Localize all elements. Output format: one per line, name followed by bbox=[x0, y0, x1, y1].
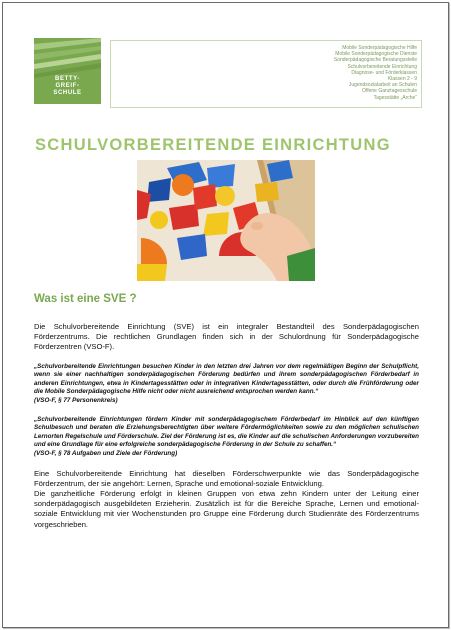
page-title: SCHULVORBEREITENDE EINRICHTUNG bbox=[35, 136, 391, 154]
service-item: Mobile Sonderpädagogische Hilfe bbox=[342, 45, 417, 51]
document-body bbox=[34, 322, 419, 540]
services-list bbox=[334, 45, 417, 101]
logo-text-line1: BETTY- bbox=[55, 76, 80, 82]
photo-shapes-puzzle bbox=[137, 160, 315, 281]
body-paragraph: Eine Schulvorbereitende Einrichtung hat dieselben Förderschwerpunkte wie das Sonderpädagogische Förderzentrum, der sie angehört: Lernen, Sprache und emotional-soziale Entwicklung. bbox=[34, 468, 419, 488]
service-item: Mobile Sonderpädagogische Dienste bbox=[335, 51, 417, 58]
intro-paragraph: Die Schulvorbereitende Einrichtung (SVE) ist ein integraler Bestandteil des Sonderpädagogischen Förderzentrums. Die rechtlichen Grundlagen finden sich in der Schulordnung für Sonderpädagogische Förderzentren (VSO-F). bbox=[34, 322, 419, 352]
service-item: Sonderpädagogische Beratungsstelle bbox=[333, 57, 417, 64]
quote-paragraph: „Schulvorbereitende Einrichtungen fördern Kinder mit sonderpädagogischem Förderbedarf im Hinblick auf den künftigen Schulbesuch und beraten die Erziehungsberechtigten über weitere Fördermöglichkeiten sowie zu den möglichen schulischen Lernorten Regelschule und Förderschule. Ziel der Förderung ist es, die Kinder auf die schulischen Anforderungen vorzubereiten und eine Grundlage für eine erfolgreiche sonderpädagogische Förderung in der Schule zu schaffen.“ bbox=[34, 415, 419, 449]
service-item: Diagnose- und Förderklassen bbox=[351, 69, 417, 76]
service-item: Jugendsozialarbeit an Schulen bbox=[348, 82, 417, 89]
quote-paragraph: „Schulvorbereitende Einrichtungen besuchen Kinder in den letzten drei Jahren vor dem regelmäßigen Beginn der Schulpflicht, wenn sie einer nachhaltigen sonderpädagogischen Förderung bedürfen und ihrem sonderpädagogischen Förderbedarf in anderen Einrichtungen, etwa in Kindertagesstätten oder in integrativen Kindertagesstätten, oder durch die Frühförderung oder die Mobile Sonderpädagogische Hilfe nicht oder nicht ausreichend entsprochen werden kann.“ bbox=[34, 362, 419, 396]
service-item: Schulvorbereitende Einrichtung bbox=[347, 63, 417, 70]
photo-illustration bbox=[137, 160, 315, 281]
school-logo bbox=[34, 38, 101, 104]
body-paragraph: Die ganzheitliche Förderung erfolgt in kleinen Gruppen von etwa zehn Kindern unter der Leitung einer sonderpädagogisch ausgebildeten Erzieherin. Zusätzlich ist für die Bereiche Sprache, Lernen und emotional-soziale Entwicklung mit vier Wochenstunden pro Gruppe eine Förderung durch Studienräte des Förderzentrums vorgeschrieben. bbox=[34, 488, 419, 529]
service-item: Offene Ganztagesschule bbox=[362, 88, 417, 95]
logo-text-line3: SCHULE bbox=[53, 90, 82, 96]
document-page bbox=[2, 2, 449, 628]
service-item: Tagesstätte „Arche“ bbox=[373, 94, 417, 101]
section-heading: Was ist eine SVE ? bbox=[34, 293, 137, 305]
services-box bbox=[110, 40, 422, 108]
service-item: Klassen 2 - 9 bbox=[387, 76, 417, 83]
quote-source: (VSO-F, § 77 Personenkreis) bbox=[34, 396, 118, 404]
logo-text-line2: GREIF- bbox=[55, 83, 80, 89]
quote-source: (VSO-F, § 78 Aufgaben und Ziele der Förderung) bbox=[34, 449, 178, 457]
